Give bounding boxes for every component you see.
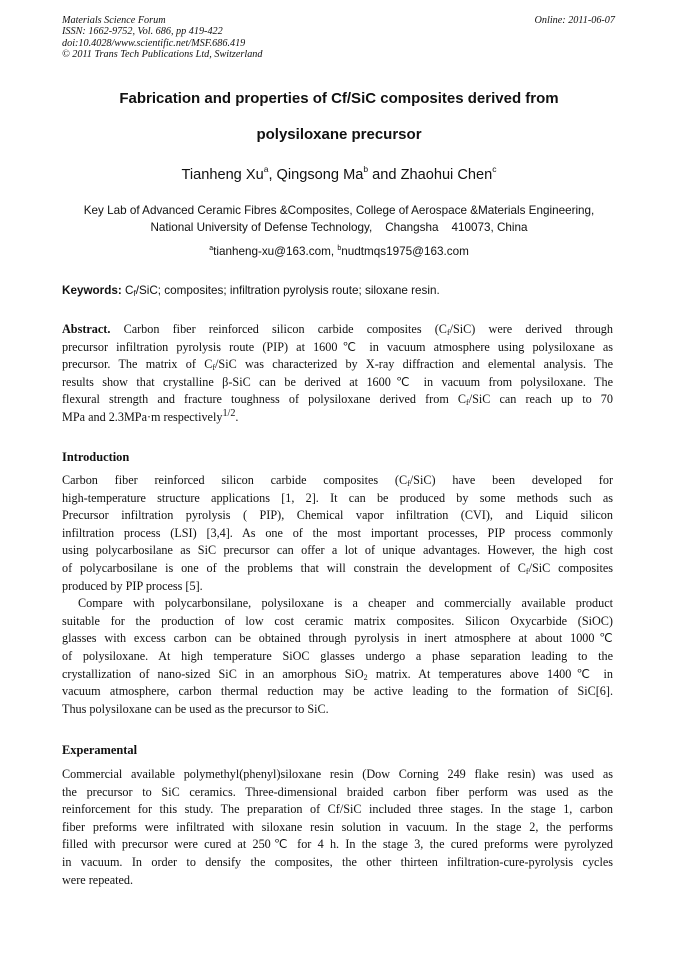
journal-header [62,15,262,61]
text-line: flexural strength and fracture toughness of polysiloxane derived from $C_f$/SiC can reach up to 70 [62,392,613,408]
email-address[interactable]: nudtmqs1975@163.com [341,245,469,258]
text-line: reinforcement for this study. The preparation of Cf/SiC included three stages. In the stage 1, carbon [62,802,613,817]
email-mark: a [209,245,214,253]
affiliation-line-2: National University of Defense Technology, Changsha 410073, China [150,221,528,234]
experimental-paragraph [62,766,613,889]
text-line: MPa and 2.3MPa·m respectively$^{1/2}$. [62,407,239,424]
text-line: suitable for the production of low cost ceramic matrix composites. Silicon Oxycarbide (SiOC) [62,613,613,628]
email-list: $^a$tianheng-xu@163.com, $^b$nudtmqs1975@163.com [209,245,469,258]
email-address[interactable]: tianheng-xu@163.com [213,245,331,258]
text-line: of polycarbosilane is one of the problems that will constrain the development of $C_f$/SiC composites [62,560,613,576]
affiliation-line-1: Key Lab of Advanced Ceramic Fibres &Composites, College of Aerospace &Materials Engineering, [83,204,595,217]
text-line: high-temperature structure applications [1, 2]. It can be produced by some methods such as [62,490,613,505]
email-mark: b [337,245,342,253]
text-line: crystallization of nano-sized SiC in an amorphous SiO$_2$ matrix. At temperatures above 1400℃ in [62,666,613,682]
author-name: Zhaohui Chen [400,167,493,183]
text-line: filled with precursor were cured at 250℃ for 4 h. In the stage 3, the cured preforms were pyrolyzed [62,837,613,852]
keywords-c-sub: f [133,289,136,298]
paper-title-line-1: Fabrication and properties of Cf/SiC composites derived from [119,90,559,107]
text-line: vacuum atmosphere, carbon thermal reduction may be active leading to the formation of SiC[6]. [62,684,613,699]
author-list [62,164,616,183]
author-separator: , [268,167,277,183]
paper-title-line-2: polysiloxane precursor [256,126,422,143]
journal-name: Materials Science Forum [62,15,166,26]
text-line: fiber preforms were infiltrated with siloxane resin solution in vacuum. In the stage 2, the performs [62,819,613,834]
introduction-heading: Introduction [62,450,130,464]
text-line: the precursor to SiC ceramics. Three-dimensional braided carbon fiber perform was used as the [62,784,613,799]
text-line: Carbon fiber reinforced silicon carbide composites $(C_f/SiC)$ have been developed for [62,473,614,488]
keywords [62,284,616,297]
text-line: Compare with polycarbonsilane, polysiloxane is a cheaper and commercially available product [78,596,613,611]
text-line: of polysiloxane. At high temperature SiOC glasses undergo a phase separation leading to the [62,648,613,663]
author-mark: c [492,164,497,175]
issn: ISSN: 1662-9752, Vol. 686, pp 419-422 [62,26,223,38]
text-line: were repeated. [62,872,134,887]
keywords-label: Keywords: [62,284,122,297]
text-line: infiltration process (LSI) [3,4]. As one of the most important processes, PIP process commonly [62,525,613,540]
author-separator: and [368,167,401,183]
author-name: Tianheng Xu [181,167,264,183]
author-mark: a [263,164,269,175]
text-line: precursor infiltration pyrolysis route (PIP) at 1600℃ in vacuum atmosphere using polysiloxane as [62,339,613,354]
doi: doi:10.4028/www.scientific.net/MSF.686.419 [62,37,246,49]
text-line: Commercial available polymethyl(phenyl)siloxane resin (Dow Corning 249 flake resin) was used as [62,767,613,781]
online-date: Online: 2011-06-07 [534,15,615,26]
keywords-text: /SiC; composites; infiltration pyrolysis route; siloxane resin. [135,284,440,297]
experimental-heading: Experamental [62,743,138,757]
text-line: in vacuum. In order to densify the composites, the other thirteen infiltration-cure-pyrolysis cycles [62,854,613,869]
text-line: glasses with excess carbon can be obtained through pyrolysis in inert atmosphere at about 1000℃ [62,631,613,646]
abstract-label: Abstract. [62,322,111,336]
text-line: Precursor infiltration pyrolysis ( PIP), Chemical vapor infiltration (CVI), and Liquid silicon [62,508,613,523]
text-line: produced by PIP process [5]. [62,578,203,593]
keywords-c: C [125,284,134,297]
author-mark: b [363,164,369,175]
text-line: using polycarbosilane as SiC precursor can offer a lot of unique advantages. However, the high cost [62,543,613,558]
text-line: Thus polysiloxane can be used as the precursor to SiC. [62,701,329,716]
copyright: © 2011 Trans Tech Publications Ltd, Switzerland [62,49,263,61]
text-line: Abstract. Carbon fiber reinforced silicon carbide composites $(C_f/SiC)$ were derived through [62,322,613,337]
text-line: precursor. The matrix of $C_f$/SiC was characterized by X-ray diffraction and elemental analysis. The [62,357,613,373]
introduction-paragraph [62,472,613,718]
abstract-paragraph [62,321,613,427]
text-line: results show that crystalline β-SiC can be derived at 1600℃ in vacuum from polysiloxane. The [62,374,613,389]
author-name: Qingsong Ma [276,167,364,183]
